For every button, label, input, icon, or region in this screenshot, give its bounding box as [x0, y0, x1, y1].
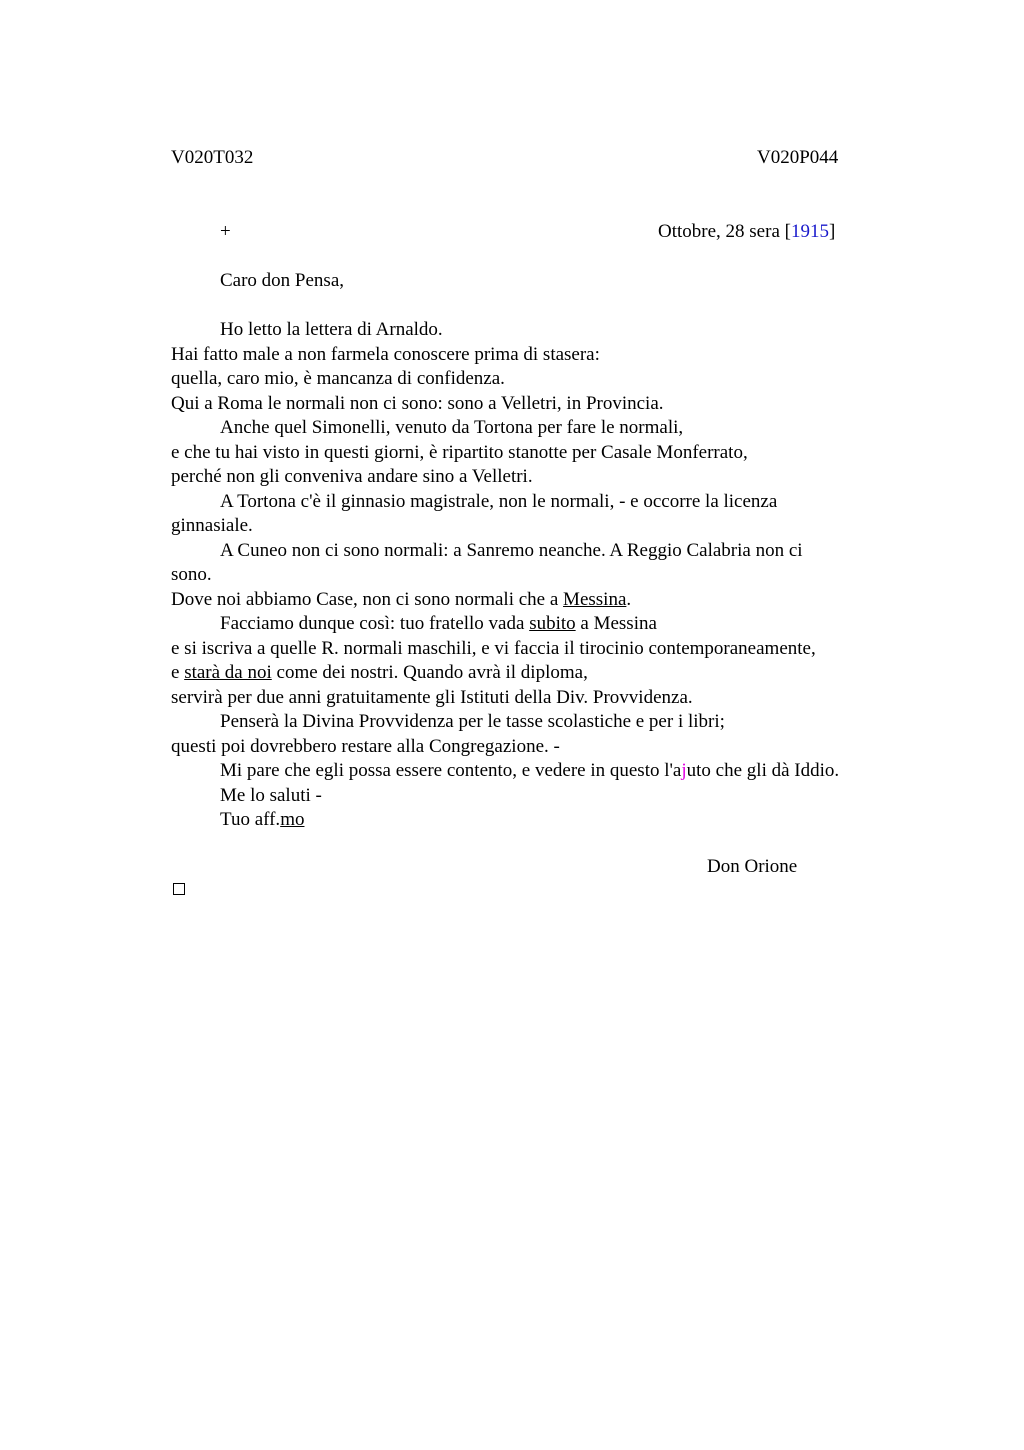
- body-line: Hai fatto male a non farmela conoscere prima di stasera:: [171, 343, 600, 365]
- body-line: ginnasiale.: [171, 515, 253, 536]
- body-line: e che tu hai visto in questi giorni, è ripartito stanotte per Casale Monferrato,: [171, 441, 748, 463]
- text-run: a Messina: [575, 613, 657, 634]
- archive-code-right: V020P044: [757, 147, 839, 168]
- body-line: Qui a Roma le normali non ci sono: sono a Velletri, in Provincia.: [171, 392, 664, 414]
- body-line: e si iscriva a quelle R. normali maschili, e vi faccia il tirocinio contemporaneamente,: [171, 637, 816, 659]
- body-line: A Tortona c'è il ginnasio magistrale, non le normali, - e occorre la licenza: [220, 490, 778, 512]
- body-line: [171, 759, 911, 784]
- letter-body: [171, 318, 911, 833]
- signature: Don Orione: [707, 856, 798, 877]
- body-line: sono.: [171, 564, 212, 585]
- body-line: Ho letto la lettera di Arnaldo.: [220, 319, 443, 340]
- text-run: Tuo aff.: [220, 809, 281, 830]
- date-year: 1915: [790, 221, 829, 242]
- text-run: uto che gli dà Iddio.: [686, 760, 840, 781]
- text-run: .: [626, 588, 632, 610]
- text-run: come dei nostri. Quando avrà il diploma,: [271, 662, 588, 683]
- salutation: Caro don Pensa,: [220, 270, 345, 291]
- date-prefix: Ottobre, 28 sera [: [658, 221, 791, 242]
- body-line: [171, 612, 911, 637]
- letter-date: [658, 220, 835, 244]
- text-run: Dove noi abbiamo Case, non ci sono normali che a: [171, 588, 564, 610]
- body-line: Me lo saluti -: [220, 784, 322, 806]
- body-line: Anche quel Simonelli, venuto da Tortona per fare le normali,: [220, 417, 684, 438]
- text-run: Facciamo dunque così: tuo fratello vada: [220, 613, 530, 634]
- text-run: e: [171, 662, 185, 683]
- end-box-icon: [173, 883, 185, 895]
- underlined-word: subito: [529, 613, 576, 634]
- text-run: Mi pare che egli possa essere contento, e vedere in questo l'a: [220, 760, 682, 781]
- body-line: A Cuneo non ci sono normali: a Sanremo neanche. A Reggio Calabria non ci: [220, 539, 803, 561]
- underlined-phrase: starà da noi: [184, 662, 272, 683]
- cross-symbol: +: [220, 221, 231, 242]
- closing-line: [171, 808, 911, 833]
- body-line: servirà per due anni gratuitamente gli Istituti della Div. Provvidenza.: [171, 686, 693, 708]
- body-line: [171, 588, 911, 613]
- archive-code-left: V020T032: [171, 147, 254, 168]
- editorial-letter: j: [681, 760, 687, 781]
- body-line: [171, 661, 911, 686]
- body-line: quella, caro mio, è mancanza di confidenza.: [171, 368, 505, 389]
- date-suffix: ]: [828, 221, 836, 242]
- body-line: questi poi dovrebbero restare alla Congregazione. -: [171, 735, 560, 757]
- body-line: perché non gli conveniva andare sino a Velletri.: [171, 466, 533, 487]
- body-line: Penserà la Divina Provvidenza per le tasse scolastiche e per i libri;: [220, 711, 725, 732]
- underlined-abbrev: mo: [280, 809, 305, 830]
- underlined-word: Messina: [563, 588, 627, 610]
